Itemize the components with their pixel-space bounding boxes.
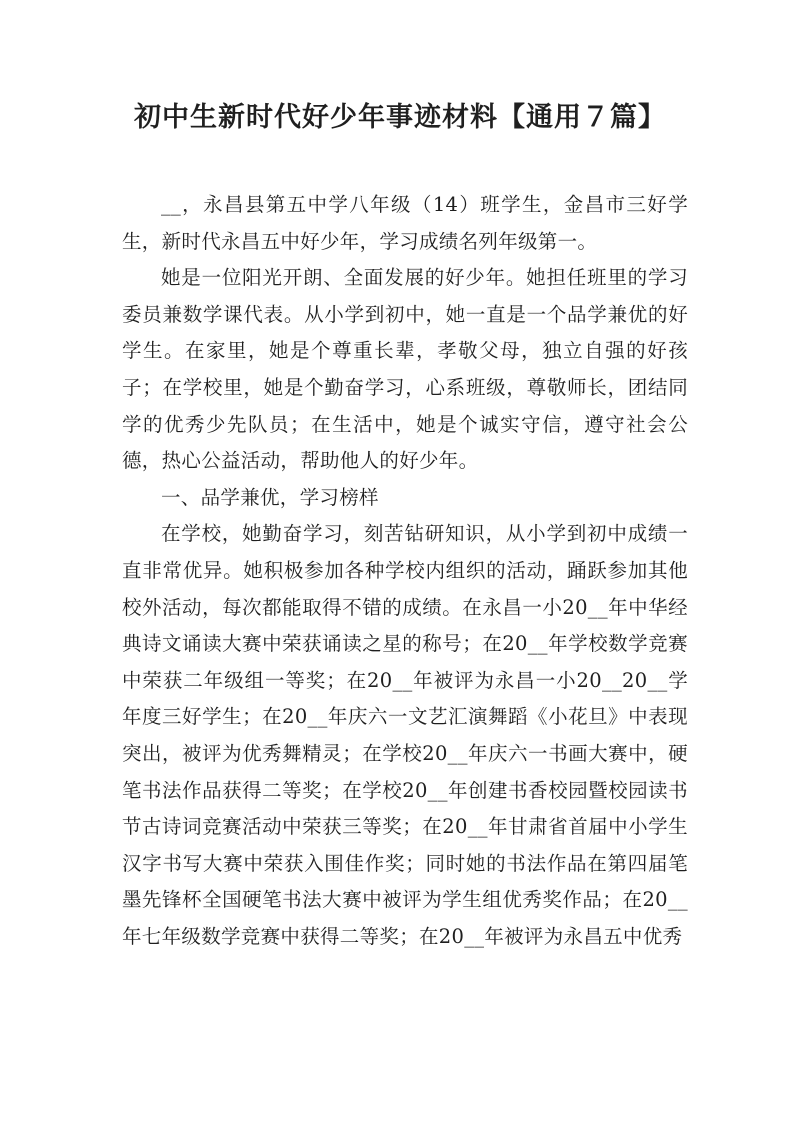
achievements-paragraph: 在学校，她勤奋学习，刻苦钻研知识，从小学到初中成绩一直非常优异。她积极参加各种学校内组织的活动，踊跃参加其他校外活动，每次都能取得不错的成绩。在永昌一小20__年中华经典诗文诵读大赛中荣获诵读之星的称号；在20__年学校数学竞赛中荣获二年级组一等奖；在20__年被评为永昌一小20__20__学年度三好学生；在20__年庆六一文艺汇演舞蹈《小花旦》中表现突出，被评为优秀舞精灵；在学校20__年庆六一书画大赛中，硬笔书法作品获得二等奖；在学校20__年创建书香校园暨校园读书节古诗词竞赛活动中荣获三等奖；在20__年甘肃省首届中小学生汉字书写大赛中荣获入围佳作奖；同时她的书法作品在第四届笔墨先锋杯全国硬笔书法大赛中被评为学生组优秀奖作品；在20__年七年级数学竞赛中获得二等奖；在20__年被评为永昌五中优秀: [122, 522, 688, 948]
intro-paragraph: __，永昌县第五中学八年级（14）班学生，金昌市三好学生，新时代永昌五中好少年，学习成绩名列年级第一。: [122, 193, 688, 253]
section-heading: 一、品学兼优，学习榜样: [161, 485, 379, 509]
document-title: 初中生新时代好少年事迹材料【通用７篇】: [134, 102, 666, 133]
document-body: [122, 187, 688, 955]
profile-paragraph: 她是一位阳光开朗、全面发展的好少年。她担任班里的学习委员兼数学课代表。从小学到初中，她一直是一个品学兼优的好学生。在家里，她是个尊重长辈，孝敬父母，独立自强的好孩子；在学校里，她是个勤奋学习，心系班级，尊敬师长，团结同学的优秀少先队员；在生活中，她是个诚实守信，遵守社会公德，热心公益活动，帮助他人的好少年。: [122, 266, 688, 473]
